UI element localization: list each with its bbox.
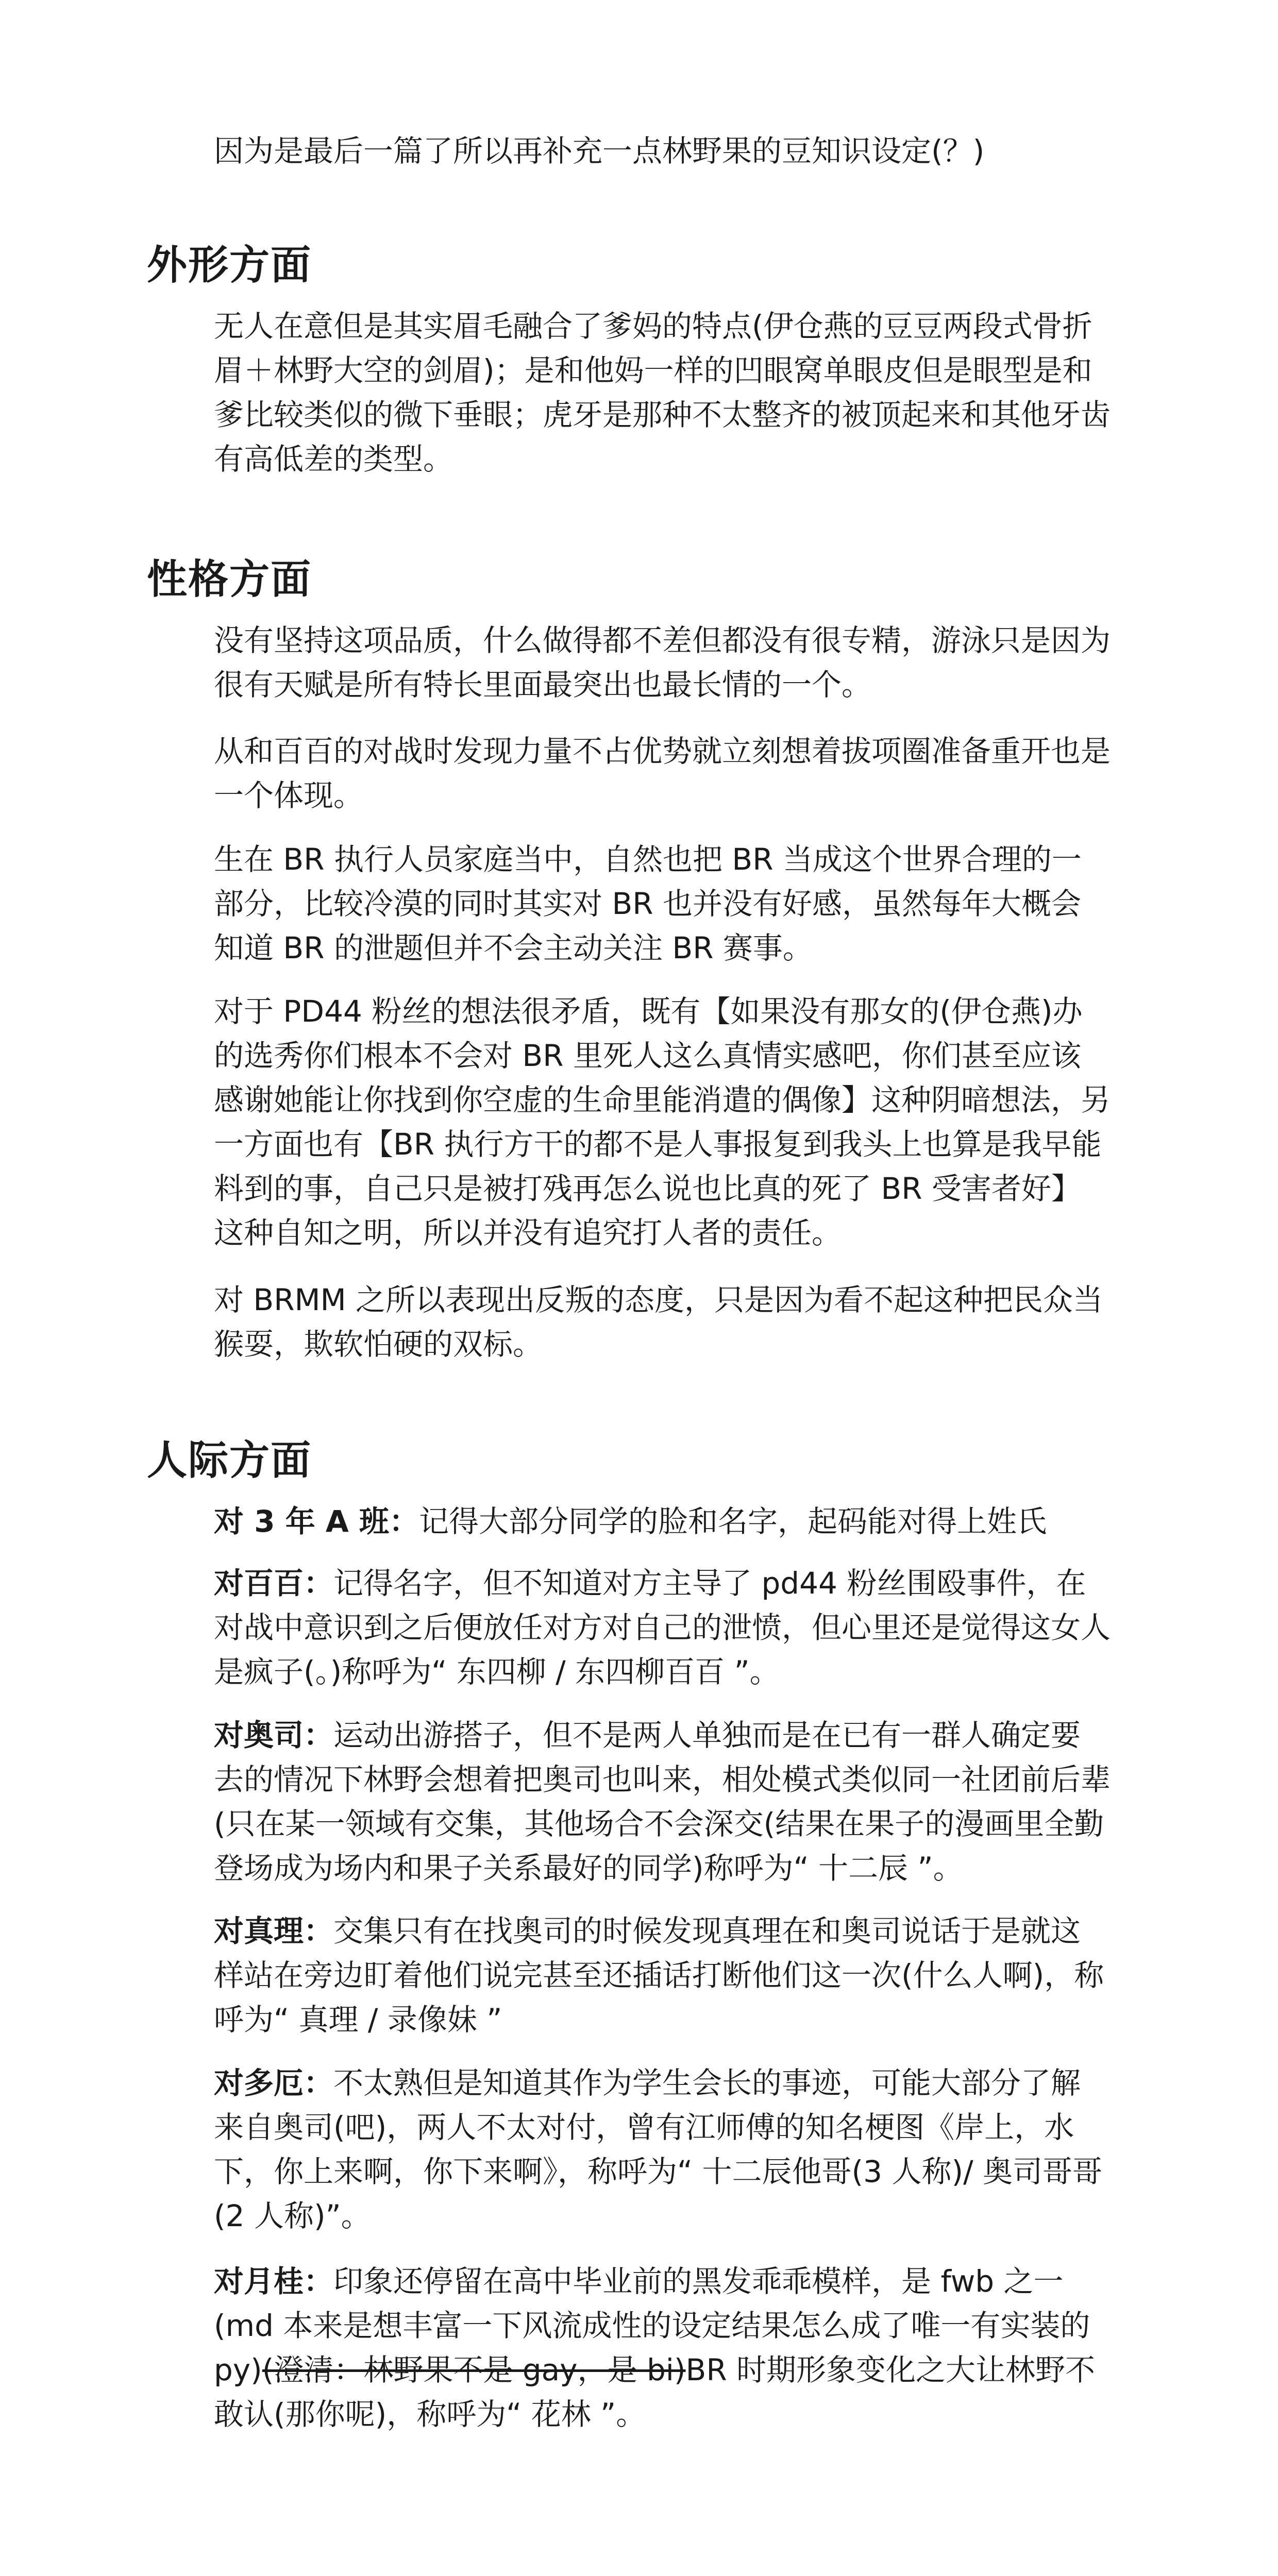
personality-heading: 性格方面 [147, 556, 312, 603]
relation-item-duoe [214, 2061, 1111, 2238]
relation-label: 对月桂： [214, 2264, 334, 2299]
relation-label: 对真理： [214, 1913, 334, 1948]
relation-text: 不太熟但是知道其作为学生会长的事迹，可能大部分了解来自奥司(吧)，两人不太对付，曾有江师傅的知名梗图《岸上，水下，你上来啊，你下来啊》，称呼为“ 十二辰他哥(3 人称)/ 奥司哥哥(2 人称)”。 [214, 2065, 1103, 2233]
personality-paragraph-4: 对于 PD44 粉丝的想法很矛盾，既有【如果没有那女的(伊仓燕)办的选秀你们根本不会对 BR 里死人这么真情实感吧，你们甚至应该感谢她能让你找到你空虚的生命里能消遣的偶像】这种阴暗想法，另一方面也有【BR 执行方干的都不是人事报复到我头上也算是我早能料到的事，自己只是被打残再怎么说也比真的死了 BR 受害者好】这种自知之明，所以并没有追究打人者的责任。 [214, 994, 1111, 1250]
personality-paragraph-1: 没有坚持这项品质，什么做得都不差但都没有很专精，游泳只是因为很有天赋是所有特长里面最突出也最长情的一个。 [214, 623, 1111, 702]
strikethrough-clarification: (澄清：林野果不是 gay，是 bi) [262, 2352, 686, 2387]
relation-item-baibai [214, 1561, 1111, 1694]
relation-text: 交集只有在找奥司的时候发现真理在和奥司说话于是就这样站在旁边盯着他们说完甚至还插话打断他们这一次(什么人啊)，称呼为“ 真理 / 录像妹 ” [214, 1913, 1104, 2037]
relation-label: 对 3 年 A 班： [214, 1504, 419, 1539]
appearance-paragraph: 无人在意但是其实眉毛融合了爹妈的特点(伊仓燕的豆豆两段式骨折眉＋林野大空的剑眉)；是和他妈一样的凹眼窝单眼皮但是眼型是和爹比较类似的微下垂眼；虎牙是那种不太整齐的被顶起来和其他牙齿有高低差的类型。 [214, 309, 1111, 477]
relation-label: 对多厄： [214, 2065, 334, 2100]
relation-label: 对奥司： [214, 1718, 334, 1753]
relation-text-end: BR 时期形象变化之大让林野不敢认(那你呢)，称呼为“ 花林 ”。 [214, 2352, 1096, 2432]
relation-text: 印象还停留在高中毕业前的黑发乖乖模样，是 fwb 之一(md 本来是想丰富一下风流成性的设定结果怎么成了唯一有实装的 py) [214, 2264, 1090, 2387]
relation-text: 记得大部分同学的脸和名字，起码能对得上姓氏 [419, 1504, 1047, 1539]
intro-paragraph: 因为是最后一篇了所以再补充一点林野果的豆知识设定(？) [214, 133, 985, 168]
appearance-heading: 外形方面 [147, 242, 312, 289]
relation-item-aosi [214, 1713, 1111, 1890]
relation-item-yuegui [214, 2259, 1111, 2436]
relation-label: 对百百： [214, 1566, 334, 1601]
personality-paragraph-3: 生在 BR 执行人员家庭当中，自然也把 BR 当成这个世界合理的一部分，比较冷漠的同时其实对 BR 也并没有好感，虽然每年大概会知道 BR 的泄题但并不会主动关注 BR 赛事。 [214, 842, 1082, 965]
personality-paragraph-2: 从和百百的对战时发现力量不占优势就立刻想着拔项圈准备重开也是一个体现。 [214, 734, 1111, 813]
relation-text: 运动出游搭子，但不是两人单独而是在已有一群人确定要去的情况下林野会想着把奥司也叫来，相处模式类似同一社团前后辈(只在某一领域有交集，其他场合不会深交(结果在果子的漫画里全勤登场成为场内和果子关系最好的同学)称呼为“ 十二辰 ”。 [214, 1718, 1111, 1886]
personality-paragraph-5: 对 BRMM 之所以表现出反叛的态度，只是因为看不起这种把民众当猴耍，欺软怕硬的双标。 [214, 1282, 1103, 1362]
relation-item-zhenli [214, 1909, 1111, 2042]
relations-heading: 人际方面 [147, 1437, 312, 1484]
relation-item-class [214, 1499, 1111, 1544]
relation-text: 记得名字，但不知道对方主导了 pd44 粉丝围殴事件，在对战中意识到之后便放任对方对自己的泄愤，但心里还是觉得这女人是疯子(。)称呼为“ 东四柳 / 东四柳百百 ”。 [214, 1566, 1111, 1689]
